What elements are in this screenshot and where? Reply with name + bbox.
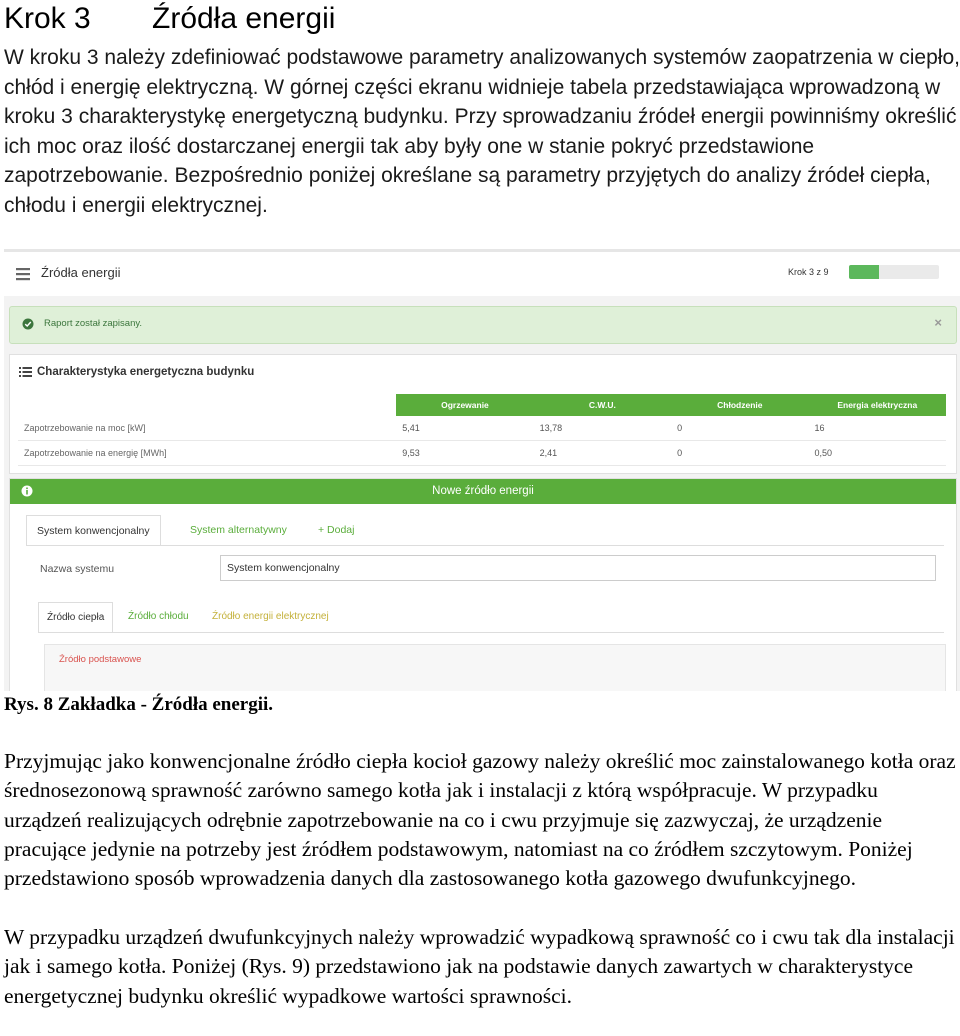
- alert-text: Raport został zapisany.: [44, 318, 143, 329]
- tabs-divider: [26, 545, 944, 546]
- heading-title: Źródła energii: [152, 2, 336, 35]
- step-label: Krok 3 z 9: [788, 267, 829, 277]
- app-topbar: [4, 249, 960, 296]
- table-cell: Zapotrzebowanie na energię [MWh]: [18, 441, 396, 466]
- tab-electricity-source[interactable]: Źródło energii elektrycznej: [212, 611, 329, 622]
- add-system-button[interactable]: + Dodaj: [318, 524, 355, 536]
- body-paragraph: W przypadku urządzeń dwufunkcyjnych należy wprowadzić wypadkową sprawność co i cwu tak dla instalacji jak i samego kotła. Poniżej (Rys. 9) przedstawiono jak na podstawie danych zawartych w charakterystyce energetycznej budynku określić wypadkowe wartości sprawności.: [4, 925, 955, 1008]
- table-header: C.W.U.: [534, 394, 671, 416]
- table-cell: 0: [671, 441, 808, 466]
- system-name-label: Nazwa systemu: [40, 563, 115, 575]
- step-progress: [849, 265, 939, 279]
- step-progress-fill: [849, 265, 879, 279]
- app-title: Źródła energii: [41, 265, 121, 280]
- table-cell: 0: [671, 416, 808, 441]
- new-source-title: Nowe źródło energii: [432, 485, 534, 497]
- figure-caption: Rys. 8 Zakładka - Źródła energii.: [4, 694, 274, 715]
- body-paragraph: Przyjmując jako konwencjonalne źródło ciepła kocioł gazowy należy określić moc zainstalowanego kotła oraz średnosezonową sprawność zarówno samego kotła jak i instalacji z którą współpracuje. W przypadku urządzeń realizujących odrębnie zapotrzebowanie na co i cwu przyjmuje się zazwyczaj, że urządzenie pracujące jedynie na potrzeby jest źródłem podstawowym, natomiast na co źródłem szczytowym. Poniżej przedstawiono sposób wprowadzenia danych dla zastosowanego kotła gazowego dwufunkcyjnego.: [4, 749, 956, 891]
- table-cell: 9,53: [396, 441, 533, 466]
- table-cell: 0,50: [809, 441, 946, 466]
- table-cell: Zapotrzebowanie na moc [kW]: [18, 416, 396, 441]
- table-header: [18, 394, 396, 416]
- table-header: Ogrzewanie: [396, 394, 533, 416]
- energy-characteristics-panel: [9, 354, 957, 474]
- tab-conventional-system[interactable]: System konwencjonalny: [26, 515, 161, 546]
- tab-heat-source[interactable]: Źródło ciepła: [38, 602, 113, 633]
- primary-source-box: [44, 644, 946, 691]
- panel-title: Charakterystyka energetyczna budynku: [37, 366, 255, 378]
- system-name-input[interactable]: [220, 555, 936, 581]
- list-icon: [19, 367, 32, 377]
- page-heading: [4, 2, 335, 36]
- energy-table: [18, 394, 946, 466]
- table-cell: 5,41: [396, 416, 533, 441]
- primary-source-label: Źródło podstawowe: [59, 654, 142, 665]
- bars-icon: [16, 267, 30, 281]
- app-screenshot: [4, 249, 960, 691]
- tab-cooling-source[interactable]: Źródło chłodu: [128, 611, 189, 622]
- check-circle-icon: [22, 318, 34, 330]
- info-icon: [21, 485, 33, 497]
- table-header-row: [18, 394, 946, 416]
- table-row: [18, 416, 946, 441]
- table-cell: 16: [809, 416, 946, 441]
- close-icon[interactable]: ×: [934, 315, 942, 330]
- table-cell: 2,41: [534, 441, 671, 466]
- table-header: Chłodzenie: [671, 394, 808, 416]
- new-energy-source-panel: [9, 478, 957, 691]
- subtabs-divider: [38, 632, 944, 633]
- table-cell: 13,78: [534, 416, 671, 441]
- tab-alternative-system[interactable]: System alternatywny: [190, 524, 287, 536]
- heading-step: Krok 3: [4, 2, 91, 35]
- table-header: Energia elektryczna: [809, 394, 946, 416]
- table-row: [18, 441, 946, 466]
- new-source-header: [10, 479, 956, 504]
- success-alert: [9, 306, 957, 344]
- intro-paragraph: W kroku 3 należy zdefiniować podstawowe parametry analizowanych systemów zaopatrzenia w ciepło, chłód i energię elektryczną. W górnej części ekranu widnieje tabela przedstawiająca wprowadzoną w kroku 3 charakterystykę energetyczną budynku. Przy sprowadzaniu źródeł energii powinniśmy określić ich moc oraz ilość dostarczanej energii tak aby były one w stanie pokryć przedstawione zapotrzebowanie. Bezpośrednio poniżej określane są parametry przyjętych do analizy źródeł ciepła, chłodu i energii elektrycznej.: [4, 46, 960, 217]
- panel-header: [10, 355, 956, 389]
